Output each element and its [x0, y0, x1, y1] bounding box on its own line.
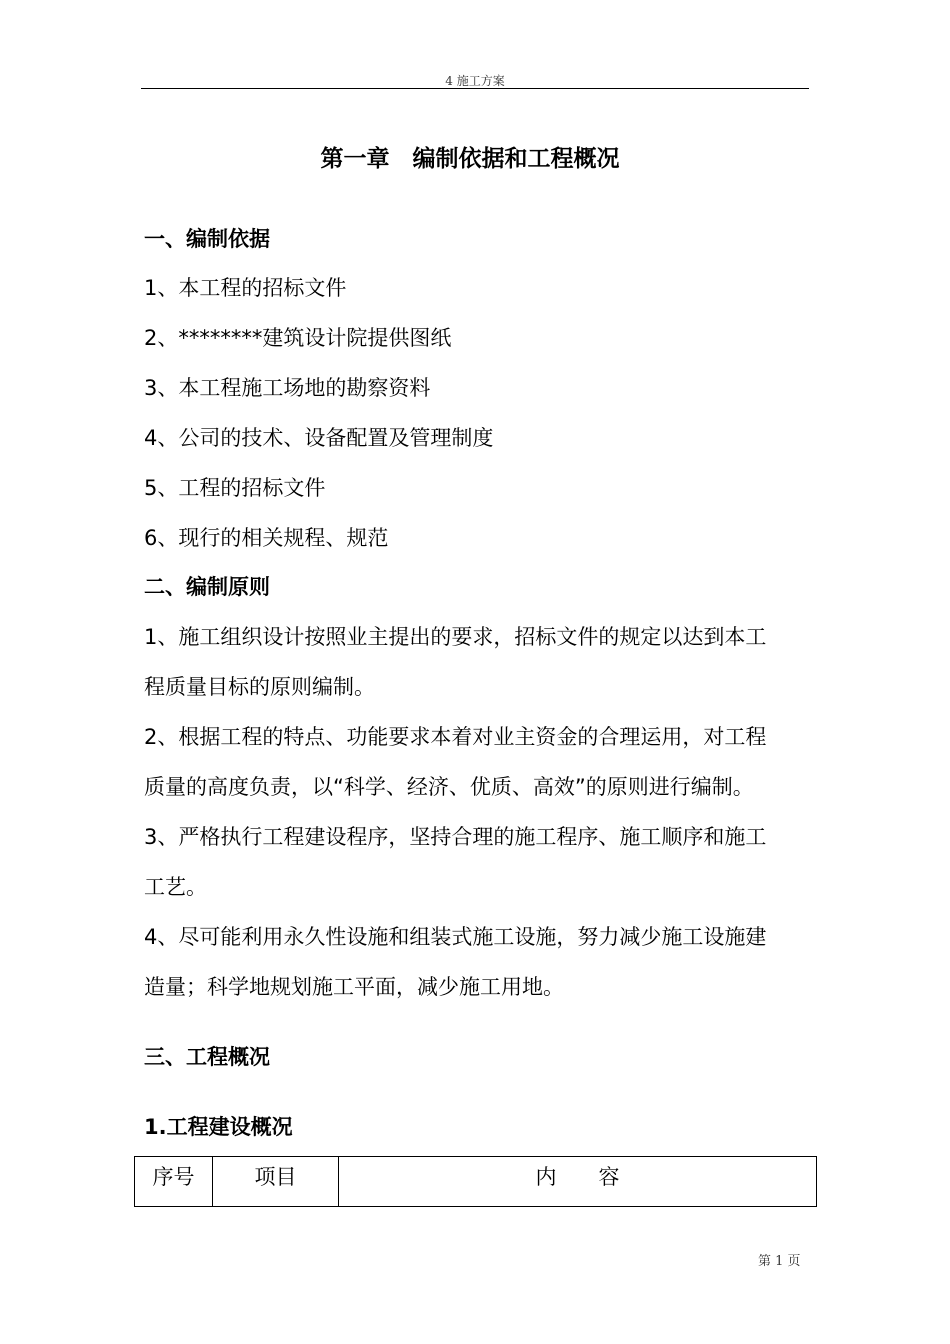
- basis-item: 4、公司的技术、设备配置及管理制度: [144, 426, 494, 450]
- chapter-title: 第一章 编制依据和工程概况: [320, 146, 620, 172]
- table-header-row: [135, 1157, 817, 1207]
- basis-item: 5、工程的招标文件: [144, 476, 326, 500]
- principle-line: 1、施工组织设计按照业主提出的要求，招标文件的规定以达到本工: [144, 625, 767, 649]
- section-heading-basis: 一、编制依据: [144, 227, 270, 251]
- header-rule: [141, 88, 809, 89]
- table-header-cell: 序号: [135, 1157, 213, 1207]
- table-header-cell: 内 容: [339, 1157, 817, 1207]
- page-header: 4 施工方案: [445, 74, 505, 88]
- section-heading-principles: 二、编制原则: [144, 575, 270, 599]
- page-number: 第 1 页: [758, 1254, 801, 1269]
- principle-line: 工艺。: [144, 875, 207, 899]
- basis-item: 2、********建筑设计院提供图纸: [144, 326, 452, 350]
- basis-item: 3、本工程施工场地的勘察资料: [144, 376, 431, 400]
- table-header-cell: 项目: [213, 1157, 339, 1207]
- principle-line: 质量的高度负责，以“科学、经济、优质、高效”的原则进行编制。: [144, 775, 754, 799]
- principle-line: 2、根据工程的特点、功能要求本着对业主资金的合理运用，对工程: [144, 725, 767, 749]
- principle-line: 造量；科学地规划施工平面，减少施工用地。: [144, 975, 564, 999]
- section-heading-overview: 三、工程概况: [144, 1045, 270, 1069]
- basis-item: 6、现行的相关规程、规范: [144, 526, 389, 550]
- principle-line: 3、严格执行工程建设程序，坚持合理的施工程序、施工顺序和施工: [144, 825, 767, 849]
- principle-line: 4、尽可能利用永久性设施和组装式施工设施，努力减少施工设施建: [144, 925, 767, 949]
- project-overview-table: [134, 1156, 817, 1207]
- subsection-heading: 1.工程建设概况: [144, 1115, 293, 1139]
- principle-line: 程质量目标的原则编制。: [144, 675, 375, 699]
- basis-item: 1、本工程的招标文件: [144, 276, 347, 300]
